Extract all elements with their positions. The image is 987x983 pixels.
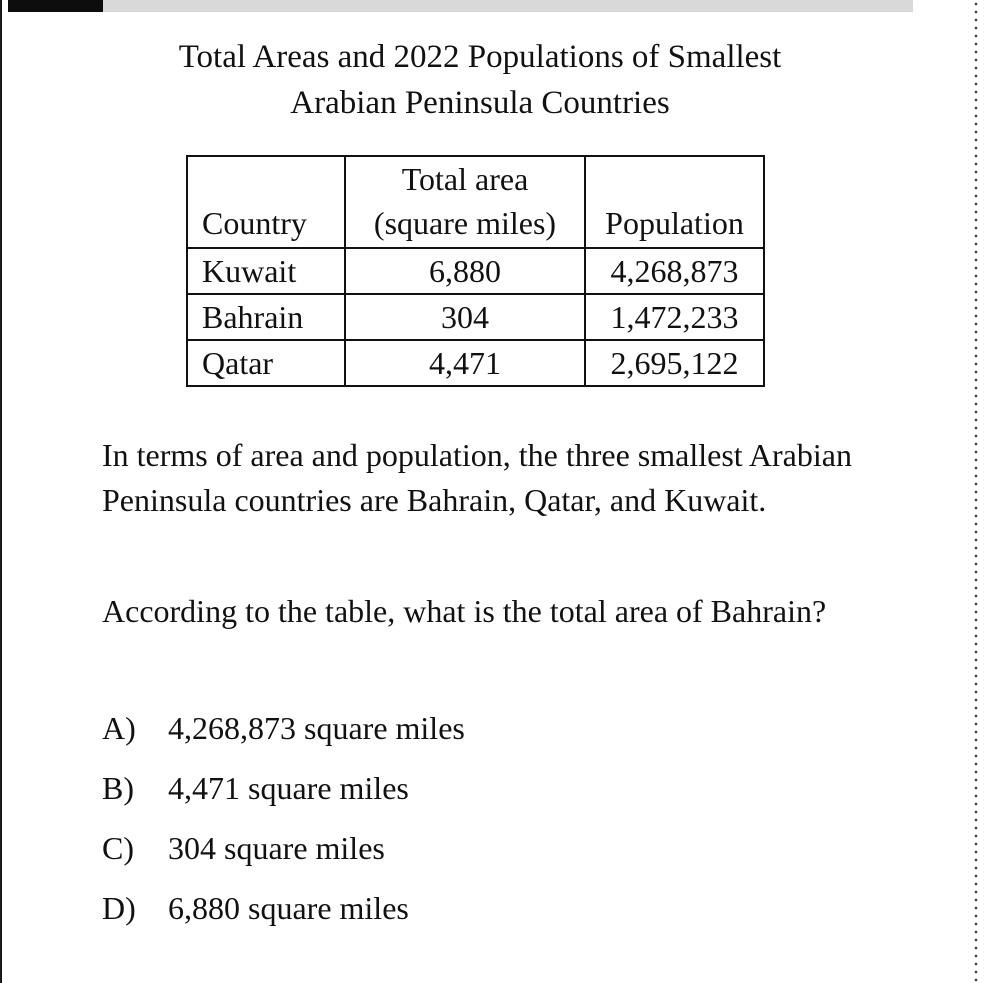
- table-header-row: [187, 156, 764, 248]
- table-row: [187, 248, 764, 294]
- cell-population: 2,695,122: [585, 340, 764, 386]
- table-title-line-1: Total Areas and 2022 Populations of Smallest: [178, 39, 782, 75]
- left-page-edge: [0, 0, 2, 983]
- question-text: According to the table, what is the total area of Bahrain?: [102, 593, 827, 629]
- choice-text: 304 square miles: [168, 830, 385, 866]
- cell-country: Qatar: [187, 340, 345, 386]
- choice-letter: B): [102, 770, 134, 806]
- cell-area: 304: [345, 294, 585, 340]
- cell-area: 6,880: [345, 248, 585, 294]
- header-total-area-line-2: (square miles): [373, 205, 557, 241]
- choice-b[interactable]: [102, 767, 902, 827]
- cell-population: 1,472,233: [585, 294, 764, 340]
- table-title: [100, 34, 860, 126]
- choice-text: 4,268,873 square miles: [168, 710, 465, 746]
- data-table: [186, 155, 765, 387]
- table-row: [187, 340, 764, 386]
- choice-text: 6,880 square miles: [168, 890, 409, 926]
- dotted-margin-line: [974, 0, 978, 983]
- choice-c[interactable]: [102, 827, 902, 887]
- header-total-area: [345, 156, 585, 248]
- choice-a[interactable]: [102, 707, 902, 767]
- choice-letter: A): [102, 710, 136, 746]
- answer-choices: [102, 707, 902, 947]
- cell-population: 4,268,873: [585, 248, 764, 294]
- question-number-tab: [8, 0, 103, 12]
- cell-country: Bahrain: [187, 294, 345, 340]
- choice-d[interactable]: [102, 887, 902, 947]
- cell-country: Kuwait: [187, 248, 345, 294]
- header-total-area-line-1: Total area: [401, 161, 529, 197]
- passage-text: In terms of area and population, the three smallest Arabian Peninsula countries are Bahrain, Qatar, and Kuwait.: [102, 437, 852, 518]
- choice-letter: C): [102, 830, 134, 866]
- choice-letter: D): [102, 890, 136, 926]
- table-row: [187, 294, 764, 340]
- header-population: Population: [585, 156, 764, 248]
- header-country: Country: [187, 156, 345, 248]
- top-header-bar: [8, 0, 913, 12]
- table-title-line-2: Arabian Peninsula Countries: [290, 85, 670, 121]
- cell-area: 4,471: [345, 340, 585, 386]
- choice-text: 4,471 square miles: [168, 770, 409, 806]
